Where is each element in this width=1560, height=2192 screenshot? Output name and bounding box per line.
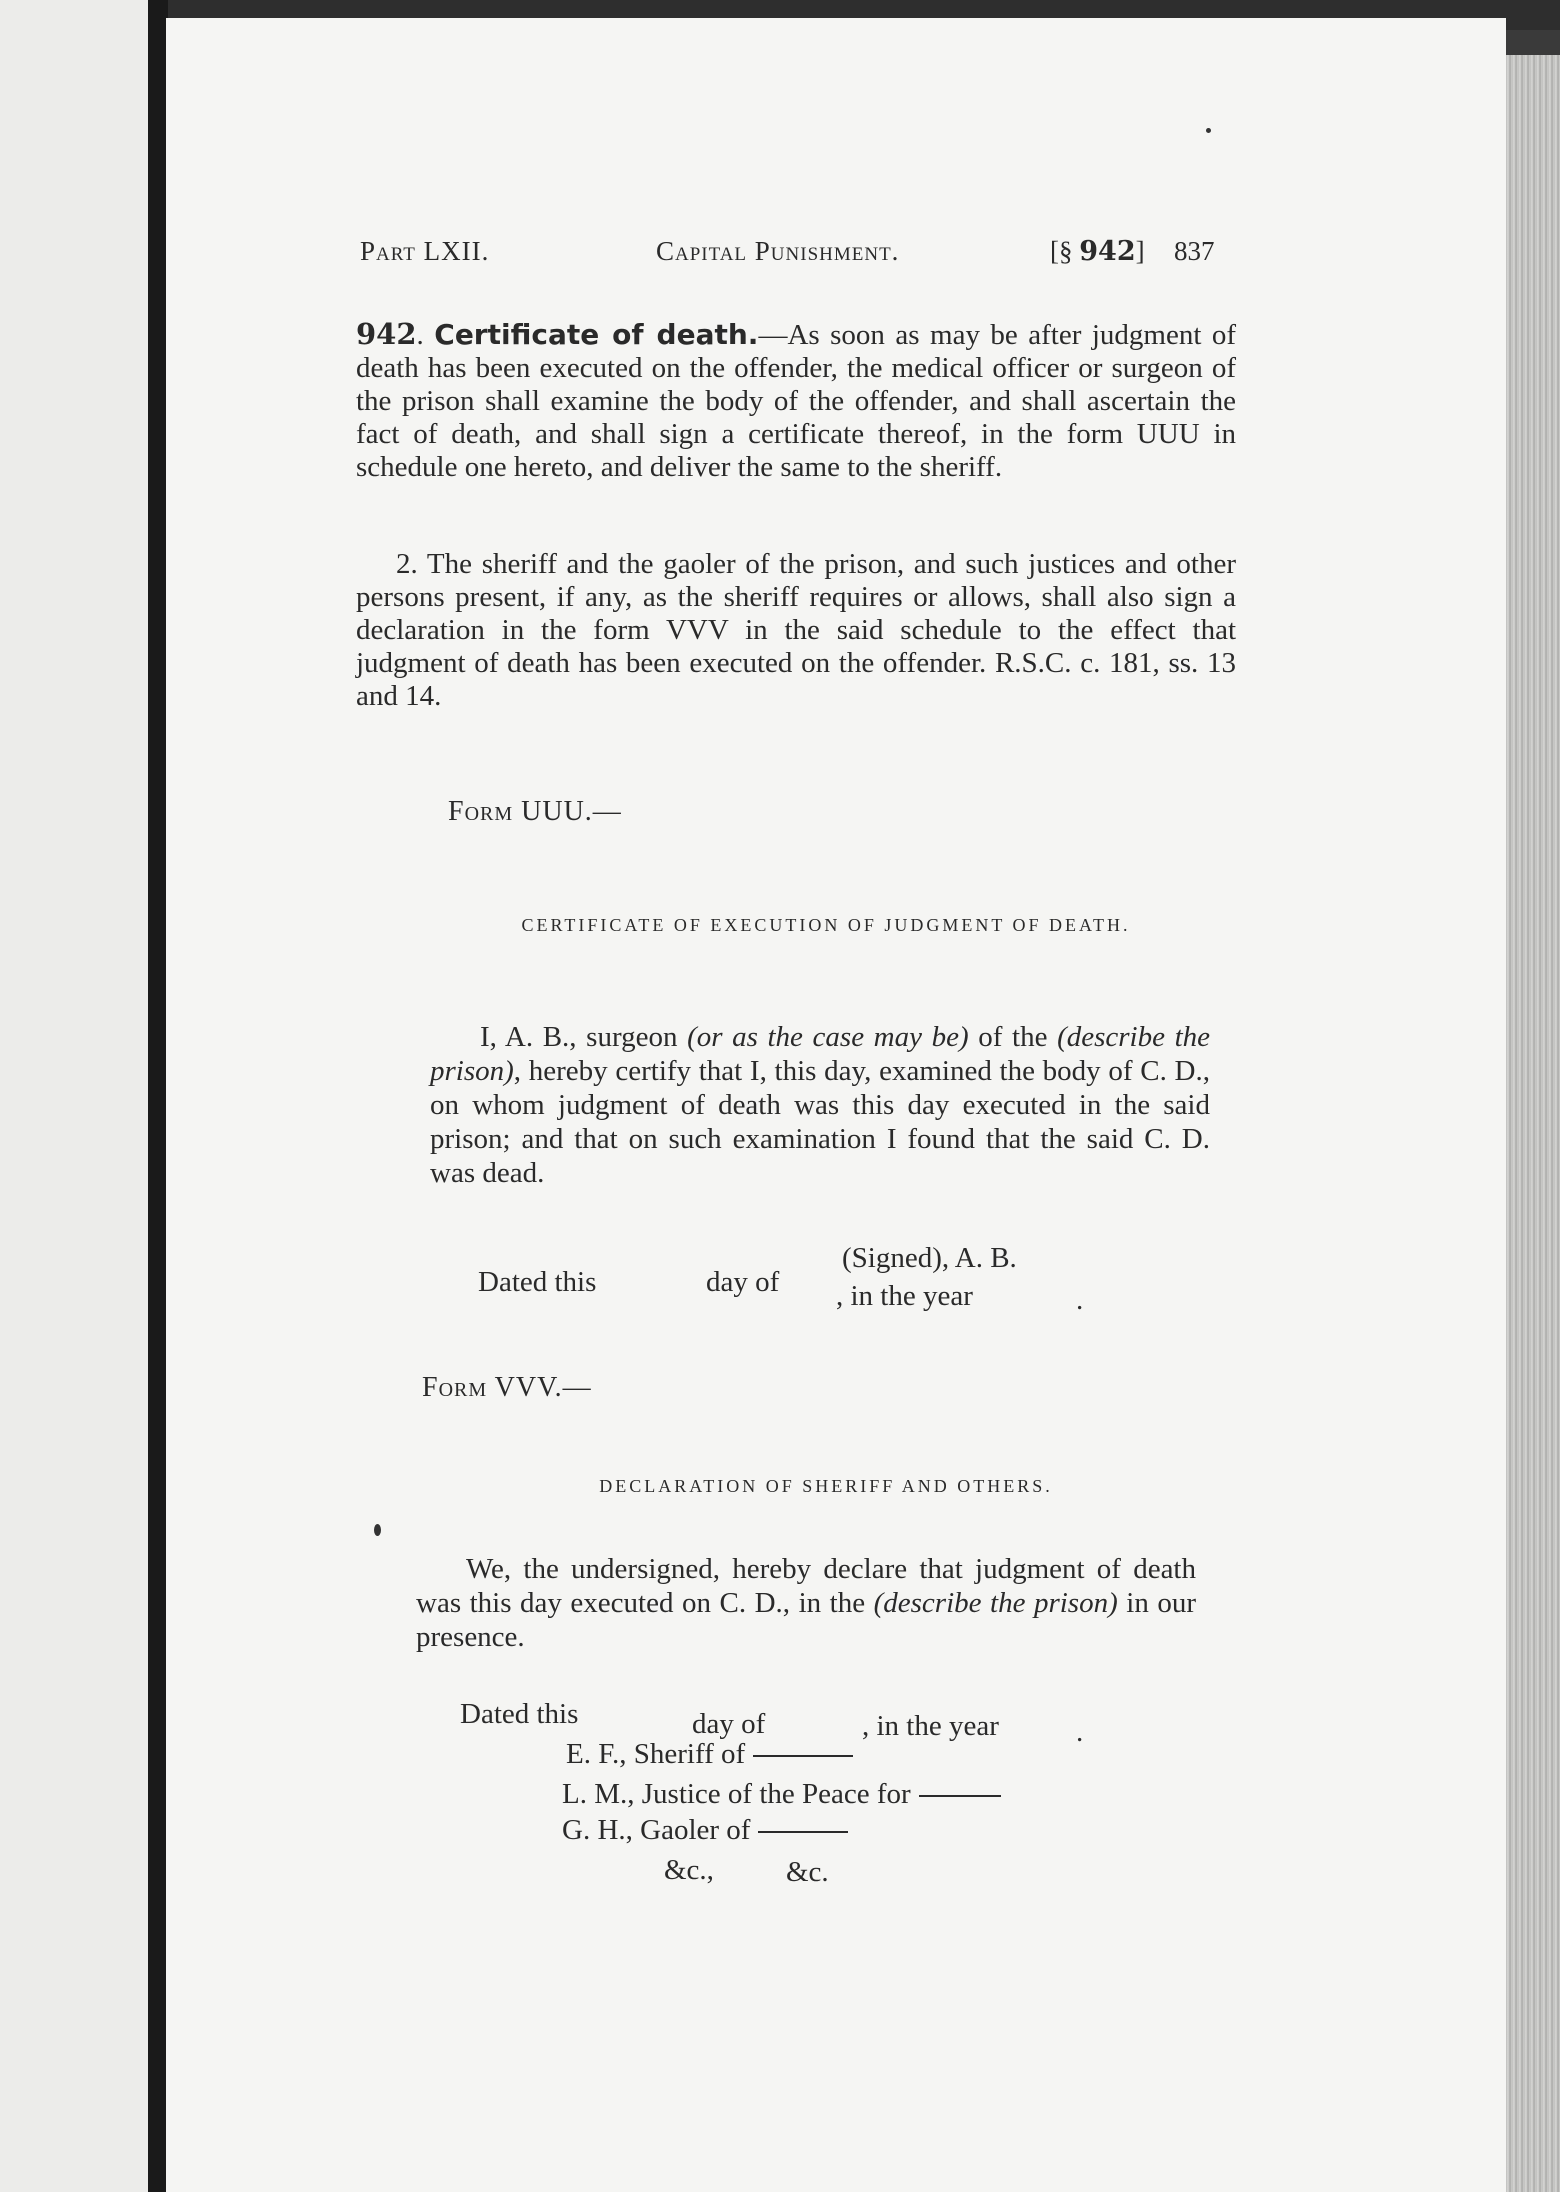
signature-gaoler <box>562 1814 848 1847</box>
book-gutter <box>148 0 168 2192</box>
form-uuu-text-1: I, A. B., surgeon <box>480 1021 688 1053</box>
page-stack-edge <box>1500 55 1560 2192</box>
section-number: 942 <box>1079 236 1136 267</box>
page-content <box>166 18 1506 2192</box>
form-vvv-label: Form VVV.— <box>422 1372 592 1403</box>
section-paragraph-2: 2. The sheriff and the gaoler of the prison, and such justices and other persons present, if any, as the sheriff requires or allows, shall also sign a declaration in the form VVV in the said schedule to the effect that judgment of death has been executed on the offender. R.S.C. c. 181, ss. 13 and 14. <box>356 548 1236 712</box>
section-num: 942 <box>356 317 417 351</box>
blank-line <box>753 1755 853 1757</box>
etc-2: &c. <box>786 1856 829 1888</box>
form-uuu-text-4: (describe the prison) <box>430 1021 1210 1087</box>
form-uuu-label: Form UUU.— <box>448 796 622 827</box>
ink-blot <box>374 1524 381 1536</box>
gaoler-label: G. H., Gaoler of <box>562 1814 751 1846</box>
etc-1: &c., <box>664 1854 714 1886</box>
form-vvv-text-2: (describe the prison) <box>873 1587 1118 1619</box>
form-uuu-text-5: , hereby certify that I, this day, examined the body of C. D., on whom judgment of death was this day executed in the said prison; and that on such examination I found that the said C. D. was dead. <box>430 1055 1210 1189</box>
section-bracket-close: ] <box>1135 236 1145 266</box>
form-uuu-dated-this: Dated this <box>478 1266 597 1298</box>
form-uuu-text-3: of the <box>968 1021 1058 1053</box>
sheriff-label: E. F., Sheriff of <box>566 1738 746 1770</box>
book-page <box>166 18 1506 2192</box>
form-uuu-signed: (Signed), A. B. <box>842 1242 1017 1274</box>
form-uuu-text-2: (or as the case may be) <box>687 1021 969 1053</box>
running-header-title: Capital Punishment. <box>656 236 900 266</box>
section-bracket-open: [§ <box>1050 236 1080 266</box>
signature-sheriff <box>566 1738 853 1771</box>
form-uuu-in-the-year: , in the year <box>836 1280 973 1312</box>
form-vvv-text-1: We, the undersigned, hereby declare that judgment of death was this day executed on C. D., in the <box>416 1553 1196 1619</box>
signature-justice <box>562 1778 1001 1811</box>
form-vvv-day-of: day of <box>692 1708 766 1740</box>
form-vvv-dated-this: Dated this <box>460 1698 579 1730</box>
blank-line <box>919 1795 1001 1797</box>
form-uuu-text <box>430 1020 1210 1190</box>
blank-line <box>758 1831 848 1833</box>
form-uuu-heading: CERTIFICATE OF EXECUTION OF JUDGMENT OF DEATH. <box>521 915 1131 935</box>
running-header-part: Part LXII. <box>360 236 490 266</box>
ink-speck <box>1206 128 1211 133</box>
form-uuu-period: . <box>1076 1284 1084 1316</box>
section-paragraph-1: 942. Certificate of death.—As soon as may be after judgment of death has been executed on the offender, the medical officer or surgeon of the prison shall examine the body of the offender, and shall ascertain the fact of death, and shall sign a certificate thereof, in the form UUU in schedule one hereto, and deliver the same to the sheriff. <box>356 317 1236 483</box>
form-vvv-in-the-year: , in the year <box>862 1710 999 1742</box>
section-para1-text: —As soon as may be after judgment of death has been executed on the offender, the medical officer or surgeon of the prison shall examine the body of the offender, and shall ascertain the fact of death, and shall sign a certificate thereof, in the form UUU in schedule one hereto, and deliver the same to the sheriff. <box>356 319 1236 483</box>
form-vvv-period: . <box>1076 1716 1084 1748</box>
justice-label: L. M., Justice of the Peace for <box>562 1778 911 1810</box>
form-uuu-day-of: day of <box>706 1266 780 1298</box>
form-vvv-heading: DECLARATION OF SHERIFF AND OTHERS. <box>599 1476 1053 1496</box>
facing-page-edge <box>0 0 150 2192</box>
form-vvv-text <box>416 1552 1196 1654</box>
page-number: 837 <box>1174 236 1215 266</box>
running-header-section <box>1050 236 1145 267</box>
form-vvv-text-3: in our presence. <box>416 1587 1196 1653</box>
section-title: Certificate of death. <box>434 318 759 351</box>
